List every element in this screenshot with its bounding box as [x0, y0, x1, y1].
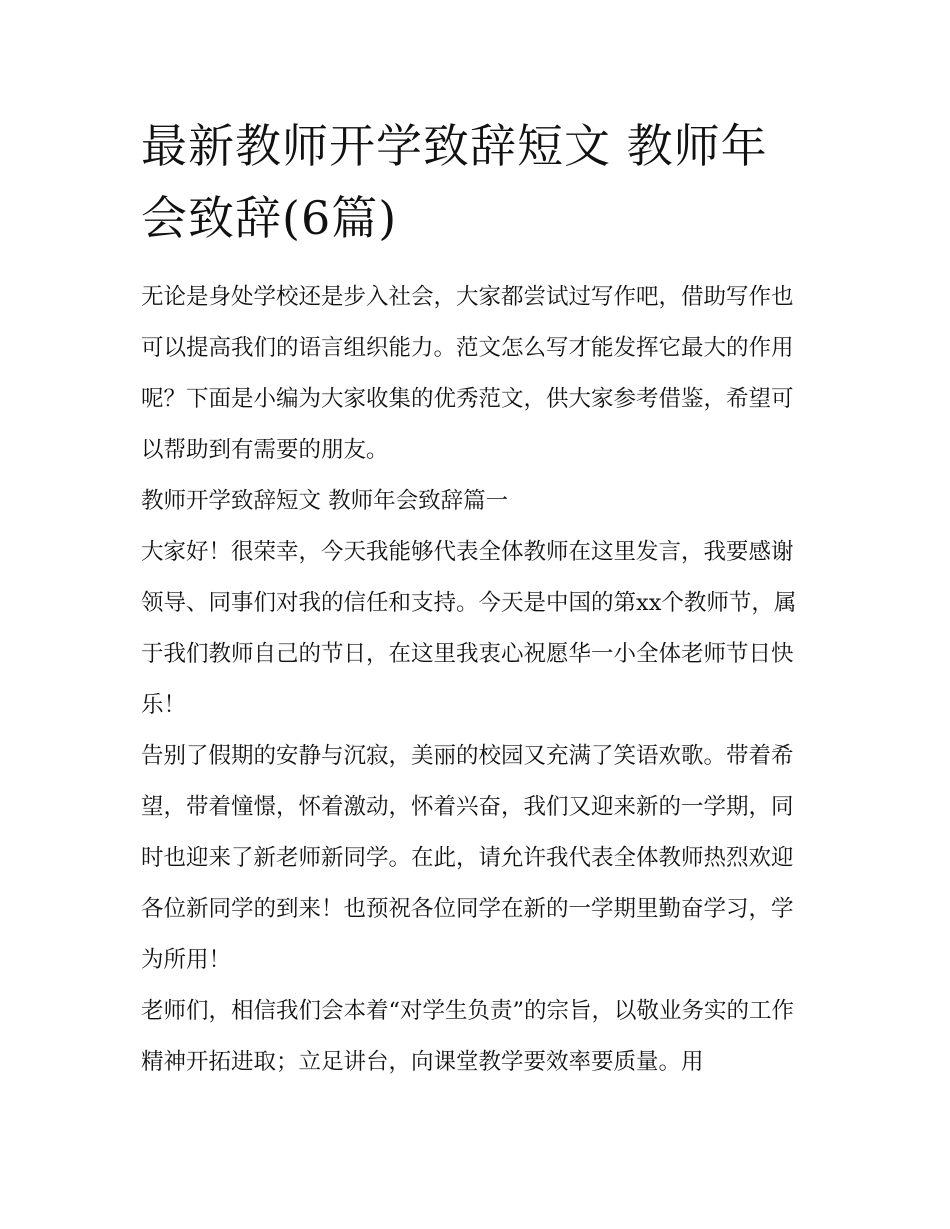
section-heading: 教师开学致辞短文 教师年会致辞篇一 — [141, 488, 509, 514]
intro-block — [141, 272, 813, 1088]
body-paragraph-1: 大家好！很荣幸，今天我能够代表全体教师在这里发言，我要感谢领导、同事们对我的信任和支持。今天是中国的第xx个教师节，属于我们教师自己的节日，在这里我衷心祝愿华一小全体老师节日快乐！ — [141, 539, 797, 718]
document-title: 最新教师开学致辞短文 教师年会致辞(6篇) — [141, 119, 768, 245]
body-paragraph-2: 告别了假期的安静与沉寂，美丽的校园又充满了笑语欢歌。带着希望，带着憧憬，怀着激动，怀着兴奋，我们又迎来新的一学期，同时也迎来了新老师新同学。在此，请允许我代表全体教师热烈欢迎各位新同学的到来！也预祝各位同学在新的一学期里勤奋学习，学为所用！ — [141, 743, 794, 973]
intro-paragraph: 无论是身处学校还是步入社会，大家都尝试过写作吧，借助写作也可以提高我们的语言组织能力。范文怎么写才能发挥它最大的作用呢？下面是小编为大家收集的优秀范文，供大家参考借鉴，希望可以帮助到有需要的朋友。 — [141, 284, 794, 463]
body-paragraph-3: 老师们，相信我们会本着“对学生负责”的宗旨，以敬业务实的工作精神开拓进取；立足讲台，向课堂教学要效率要质量。用 — [141, 998, 795, 1075]
document-body — [141, 110, 813, 1088]
